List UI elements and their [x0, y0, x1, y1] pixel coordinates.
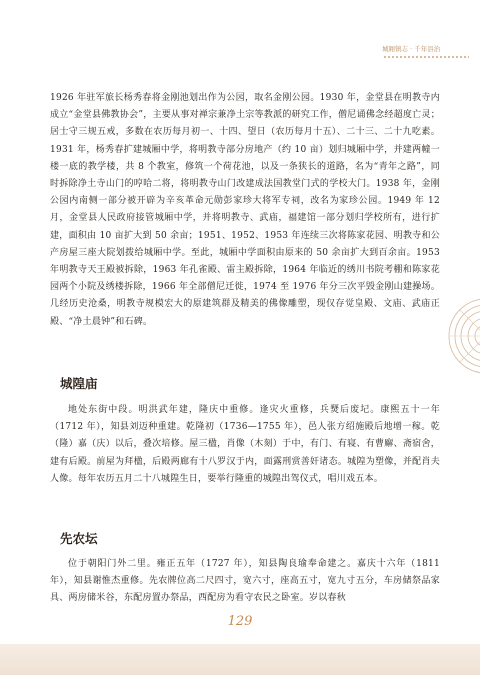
- section-heading-xiannong-altar: 先农坛: [60, 531, 98, 546]
- footer-band: [0, 644, 480, 675]
- page-number: 129: [227, 614, 253, 629]
- section-heading-chenghuang-temple: 城隍庙: [60, 376, 98, 391]
- intro-paragraph: 1926 年驻军旅长杨秀春将金刚池划出作为公园，取名金刚公园。1930 年，金堂县在明教寺内成立“金堂县佛教协会”，主要从事对禅宗兼净土宗等教派的研究工作，僧尼诵佛念经超度亡灵；居士守三规五戒，多数在农历每月初一、十四、望日（农历每月十五）、二十三、二十九吃素。1931 年，杨秀春扩建城厢中学，将明教寺部分房地产（约 10 亩）划归城厢中学，并建两幢一楼一底的教学楼，共 8 个教室，修筑一个荷花池，以及一条狭长的道路，名为“青年之路”，同时拆除净土寺山门的哼哈二将，将明教寺山门改建成法国教堂门式的学校大门。1938 年，金刚公园内南侧一部分被开辟为辛亥革命元勋彭家珍大将军专祠，改名为家珍公园。1949 年 12 月，金堂县人民政府接管城厢中学，并将明教寺、武庙，福建馆一部分划归学校所有，进行扩建，面积由 10 亩扩大到 50 余亩；1951、1952、1953 年连续三次将陈家花园、明教寺和公产房屋三座大院划拨给城厢中学。至此，城厢中学面积由原来的 50 余亩扩大到百余亩。1953 年明教寺天王殿被拆除，1963 年孔雀殿、雷主殿拆除，1964 年临近的绣川书院考棚和陈家花园两个小院及绣楼拆除，1966 年全部僧尼迁徙，1974 至 1976 年分三次平毁金刚山建操场。几经历史沧桑，明教寺规模宏大的原建筑群及精美的佛像雕塑，现仅存觉皇殿、文庙、武庙正殿、“净土晨钟”和石碑。: [50, 93, 440, 327]
- decorative-ornament: [446, 296, 480, 376]
- running-header: 城厢镇志 · 千年县治: [382, 45, 441, 53]
- section-body-xiannong-altar: 位于朝阳门外二里。雍正五年（1727 年），知县陶良瑜奉命建之。嘉庆十六年（1811 年），知县谢惟杰重修。先农牌位高二尺四寸，宽六寸，座高五寸，宽九寸五分，车房储祭品家具、两房储米谷，东配房置办祭品，西配房为看守农民之卧室。岁以春秋: [50, 559, 440, 604]
- section-body-chenghuang-temple: 地处东街中段。明洪武年建，隆庆中重修。逢灾火重修，兵燹后废圮。康熙五十一年（1712 年），知县刘迈种重建。乾隆初（1736—1755 年），邑人张方绍施殿后地增一稼。乾（隆）嘉（庆）以后，叠次培修。屋三楹，肖像（木刻）于中，有门、有寝、有曹廨、斋宿舍，建有后殿。前屋为拜楹，后殿两廊有十八罗汉于内，面露刑赏善奸诸态。城隍为塑像，并配肖夫人像。每年农历五月二十八城隍生日，要举行隆重的城隍出驾仪式，唱川戏五本。: [50, 405, 440, 484]
- header-dotted-rule: [383, 56, 469, 58]
